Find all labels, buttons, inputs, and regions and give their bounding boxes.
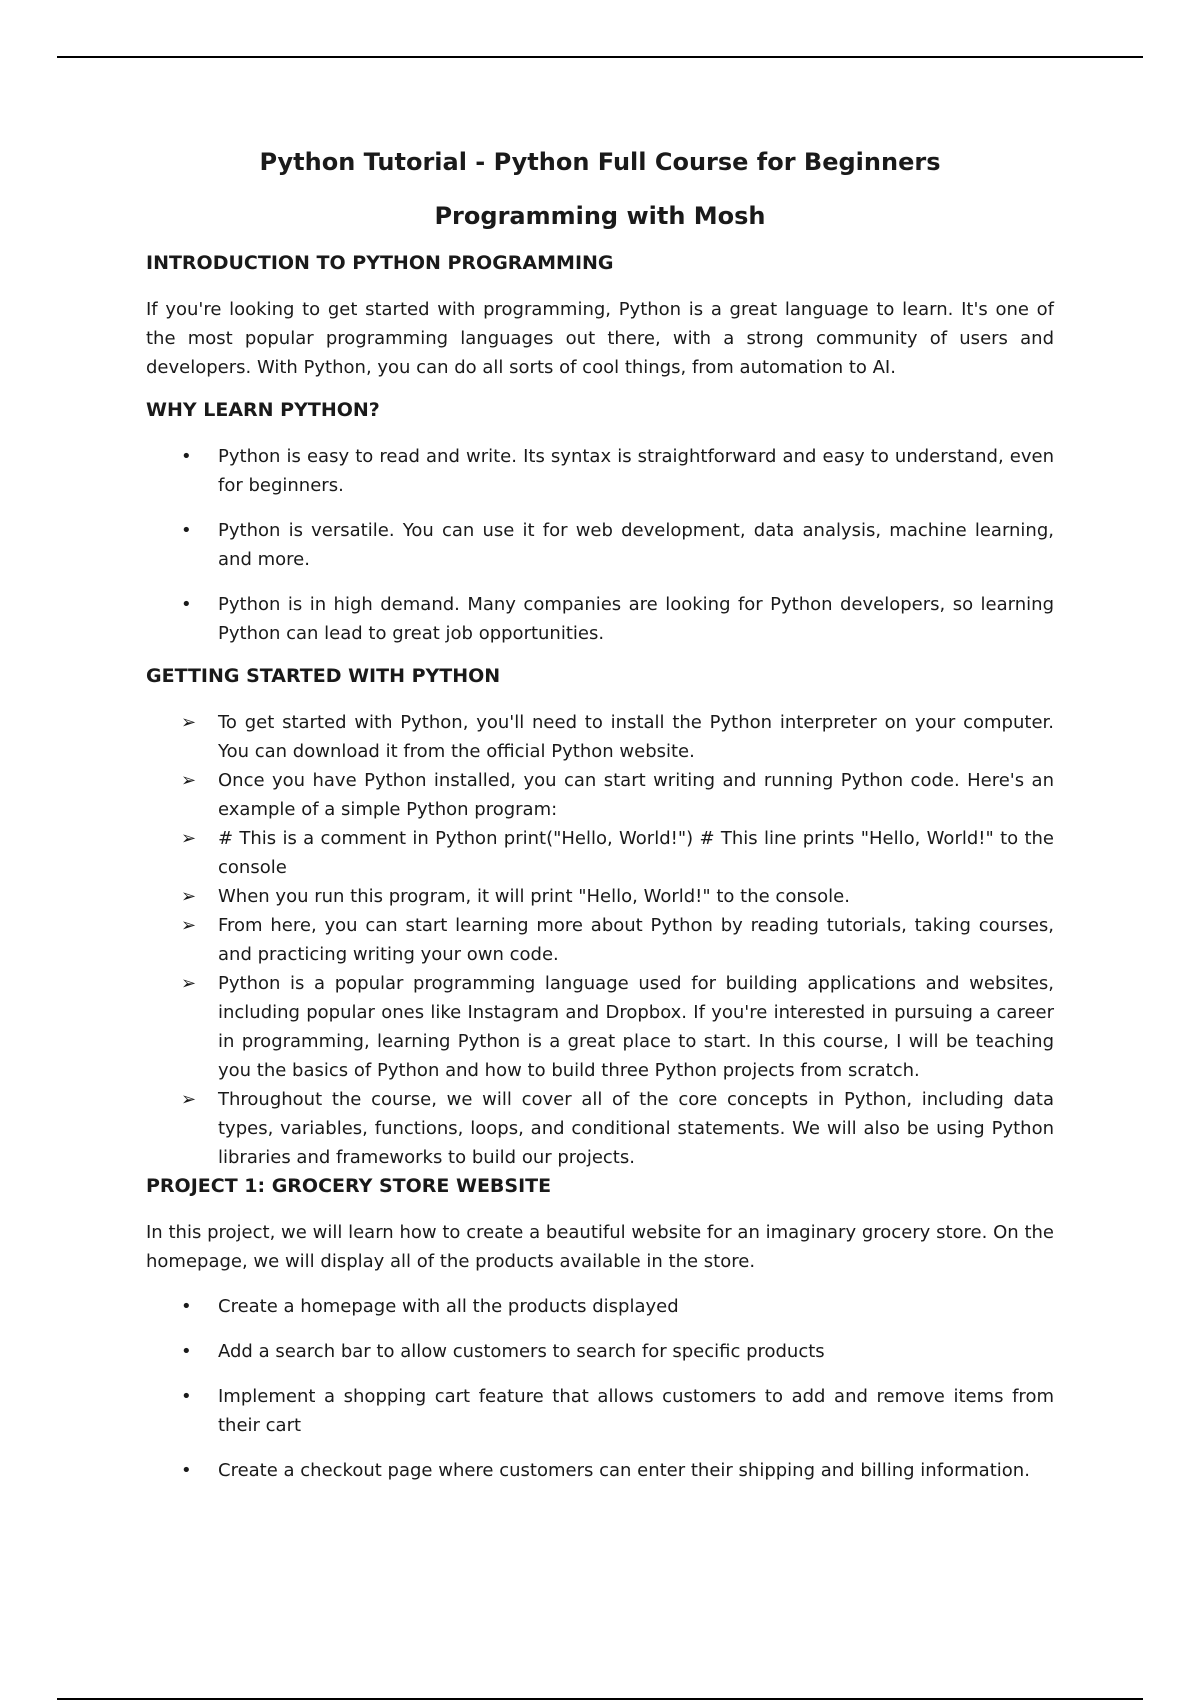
bullet-icon: • <box>181 1341 192 1362</box>
list-item-text: Add a search bar to allow customers to search for specific products <box>218 1341 825 1362</box>
document-subtitle: Programming with Mosh <box>434 202 766 230</box>
list-item-text: Once you have Python installed, you can start writing and running Python code. Here's an example of a simple Python program: <box>218 770 1054 820</box>
list-item <box>146 1292 1054 1321</box>
list-item-text: Create a homepage with all the products displayed <box>218 1296 679 1317</box>
list-item-text: # This is a comment in Python print("Hello, World!") # This line prints "Hello, World!" to the console <box>218 828 1054 878</box>
list-item <box>146 1382 1054 1440</box>
project1-paragraph: In this project, we will learn how to create a beautiful website for an imaginary grocery store. On the homepage, we will display all of the products available in the store. <box>146 1222 1054 1272</box>
list-item-text: Create a checkout page where customers can enter their shipping and billing information. <box>218 1460 1030 1481</box>
arrow-bullet-icon: ➢ <box>181 1089 197 1110</box>
list-item <box>146 442 1054 500</box>
list-item <box>146 969 1054 1085</box>
arrow-bullet-icon: ➢ <box>181 770 197 791</box>
list-item <box>146 766 1054 824</box>
bullet-icon: • <box>181 594 192 615</box>
list-item <box>146 1456 1054 1485</box>
list-item-text: From here, you can start learning more about Python by reading tutorials, taking courses, and practicing writing your own code. <box>218 915 1054 965</box>
list-item-text: When you run this program, it will print "Hello, World!" to the console. <box>218 886 850 907</box>
intro-paragraph: If you're looking to get started with programming, Python is a great language to learn. It's one of the most popular programming languages out there, with a strong community of users and developers. With Python, you can do all sorts of cool things, from automation to AI. <box>146 299 1054 378</box>
project1-heading: PROJECT 1: GROCERY STORE WEBSITE <box>146 1175 552 1197</box>
list-item <box>146 516 1054 574</box>
why-heading: WHY LEARN PYTHON? <box>146 399 380 421</box>
arrow-bullet-icon: ➢ <box>181 828 197 849</box>
arrow-bullet-icon: ➢ <box>181 712 197 733</box>
list-item <box>146 708 1054 766</box>
arrow-bullet-icon: ➢ <box>181 973 197 994</box>
list-item-text: To get started with Python, you'll need to install the Python interpreter on your computer. You can download it from the official Python website. <box>218 712 1054 762</box>
bullet-icon: • <box>181 1460 192 1481</box>
list-item <box>146 882 1054 911</box>
list-item-text: Python is easy to read and write. Its syntax is straightforward and easy to understand, even for beginners. <box>218 446 1054 496</box>
document-title: Python Tutorial - Python Full Course for Beginners <box>259 148 941 176</box>
list-item <box>146 1085 1054 1172</box>
bullet-icon: • <box>181 1386 192 1407</box>
arrow-bullet-icon: ➢ <box>181 886 197 907</box>
list-item <box>146 1337 1054 1366</box>
list-item-text: Python is in high demand. Many companies are looking for Python developers, so learning Python can lead to great job opportunities. <box>218 594 1054 644</box>
list-item <box>146 824 1054 882</box>
bullet-icon: • <box>181 1296 192 1317</box>
document-body <box>146 147 1054 1485</box>
bullet-icon: • <box>181 446 192 467</box>
list-item <box>146 590 1054 648</box>
list-item <box>146 911 1054 969</box>
why-list <box>146 442 1054 648</box>
list-item-text: Python is a popular programming language used for building applications and websites, including popular ones like Instagram and Dropbox. If you're interested in pursuing a career in programming, learning Python is a great place to start. In this course, I will be teaching you the basics of Python and how to build three Python projects from scratch. <box>218 973 1054 1081</box>
project1-list <box>146 1292 1054 1485</box>
arrow-bullet-icon: ➢ <box>181 915 197 936</box>
list-item-text: Implement a shopping cart feature that allows customers to add and remove items from their cart <box>218 1386 1054 1436</box>
bullet-icon: • <box>181 520 192 541</box>
list-item-text: Python is versatile. You can use it for web development, data analysis, machine learning, and more. <box>218 520 1054 570</box>
getting-started-heading: GETTING STARTED WITH PYTHON <box>146 665 501 687</box>
list-item-text: Throughout the course, we will cover all of the core concepts in Python, including data types, variables, functions, loops, and conditional statements. We will also be using Python libraries and frameworks to build our projects. <box>218 1089 1054 1168</box>
getting-started-list <box>146 708 1054 1172</box>
top-rule <box>57 56 1143 58</box>
intro-heading: INTRODUCTION TO PYTHON PROGRAMMING <box>146 252 614 274</box>
